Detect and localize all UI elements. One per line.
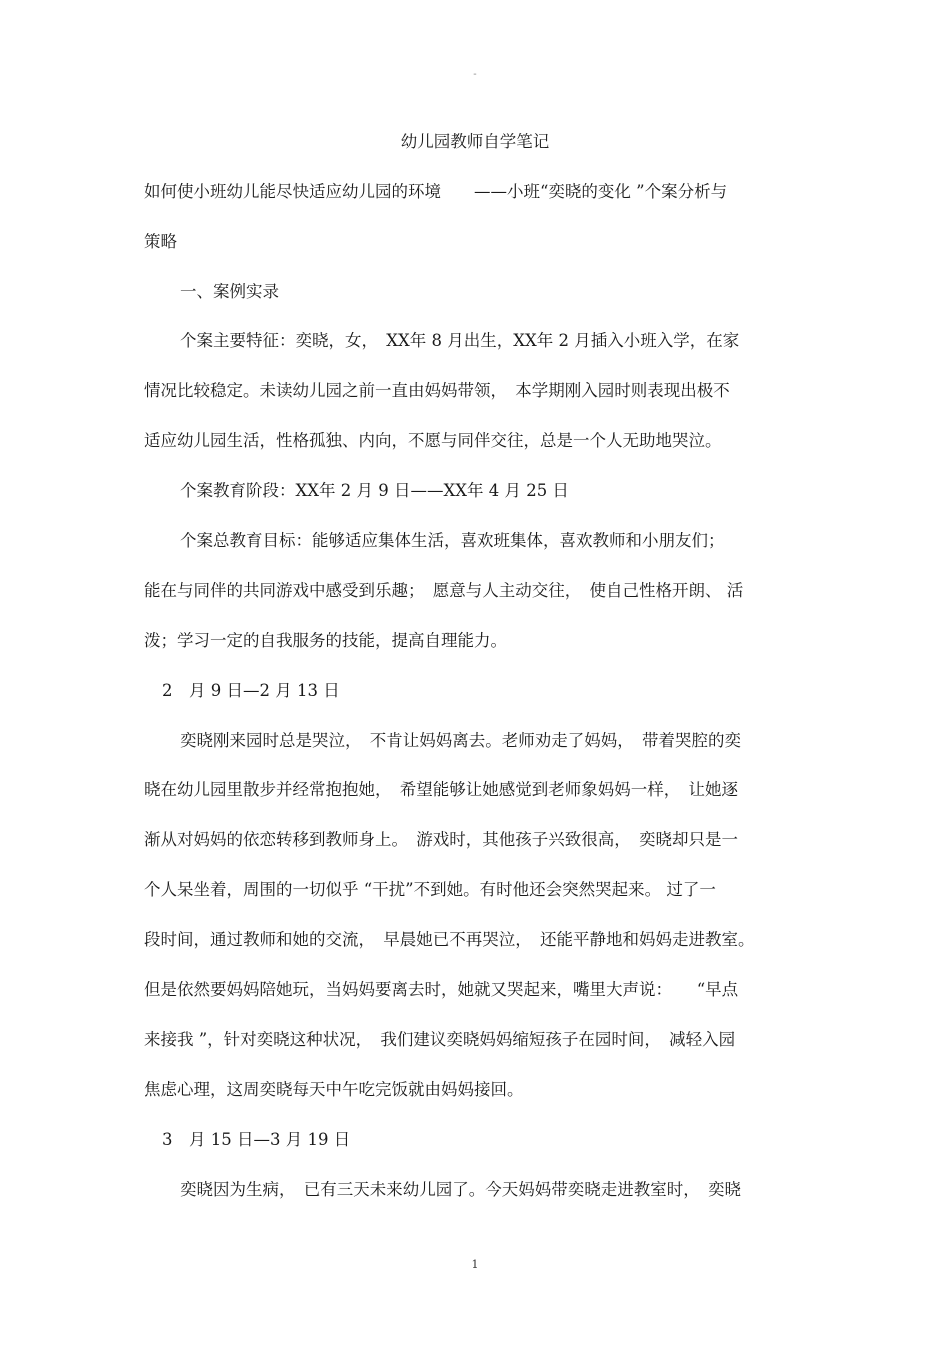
paragraph-line: 个案主要特征：奕晓，女， XX年 8 月出生，XX年 2 月插入小班入学，在家 [180, 331, 740, 350]
subtitle-line-1: 如何使小班幼儿能尽快适应幼儿园的环境 ——小班“奕晓的变化 ”个案分析与 [144, 182, 728, 201]
page-number: 1 [471, 1258, 479, 1271]
header-mark: - [473, 69, 477, 80]
date-heading: 3 月 15 日—3 月 19 日 [162, 1130, 351, 1149]
date-heading: 2 月 9 日—2 月 13 日 [162, 681, 340, 700]
paragraph-line: 个案教育阶段：XX年 2 月 9 日——XX年 4 月 25 日 [180, 481, 569, 500]
paragraph-line: 焦虑心理，这周奕晓每天中午吃完饭就由妈妈接回。 [144, 1080, 524, 1099]
paragraph-line: 适应幼儿园生活，性格孤独、内向，不愿与同伴交往，总是一个人无助地哭泣。 [144, 431, 722, 450]
paragraph-line: 个人呆坐着，周围的一切似乎 “干扰”不到她。有时他还会突然哭起来。 过了一 [144, 880, 716, 899]
paragraph-line: 渐从对妈妈的依恋转移到教师身上。 游戏时，其他孩子兴致很高， 奕晓却只是一 [144, 830, 738, 849]
section-heading: 一、案例实录 [180, 282, 279, 301]
subtitle-line-2: 策略 [144, 232, 177, 251]
paragraph-line: 能在与同伴的共同游戏中感受到乐趣； 愿意与人主动交往， 使自己性格开朗、 活 [144, 581, 744, 600]
document-title: 幼儿园教师自学笔记 [400, 132, 550, 151]
paragraph-line: 段时间，通过教师和她的交流， 早晨她已不再哭泣， 还能平静地和妈妈走进教室。 [144, 930, 755, 949]
paragraph-line: 泼；学习一定的自我服务的技能，提高自理能力。 [144, 631, 507, 650]
paragraph-line: 晓在幼儿园里散步并经常抱抱她， 希望能够让她感觉到老师象妈妈一样， 让她逐 [144, 780, 738, 799]
paragraph-line: 情况比较稳定。未读幼儿园之前一直由妈妈带领， 本学期刚入园时则表现出极不 [144, 381, 730, 400]
paragraph-line: 来接我 ”，针对奕晓这种状况， 我们建议奕晓妈妈缩短孩子在园时间， 减轻入园 [144, 1030, 736, 1049]
paragraph-line: 个案总教育目标：能够适应集体生活，喜欢班集体，喜欢教师和小朋友们； [180, 531, 725, 550]
paragraph-line: 奕晓因为生病， 已有三天未来幼儿园了。今天妈妈带奕晓走进教室时， 奕晓 [180, 1180, 741, 1199]
paragraph-line: 奕晓刚来园时总是哭泣， 不肯让妈妈离去。老师劝走了妈妈， 带着哭腔的奕 [180, 731, 741, 750]
paragraph-line: 但是依然要妈妈陪她玩，当妈妈要离去时，她就又哭起来，嘴里大声说： “早点 [144, 980, 739, 999]
